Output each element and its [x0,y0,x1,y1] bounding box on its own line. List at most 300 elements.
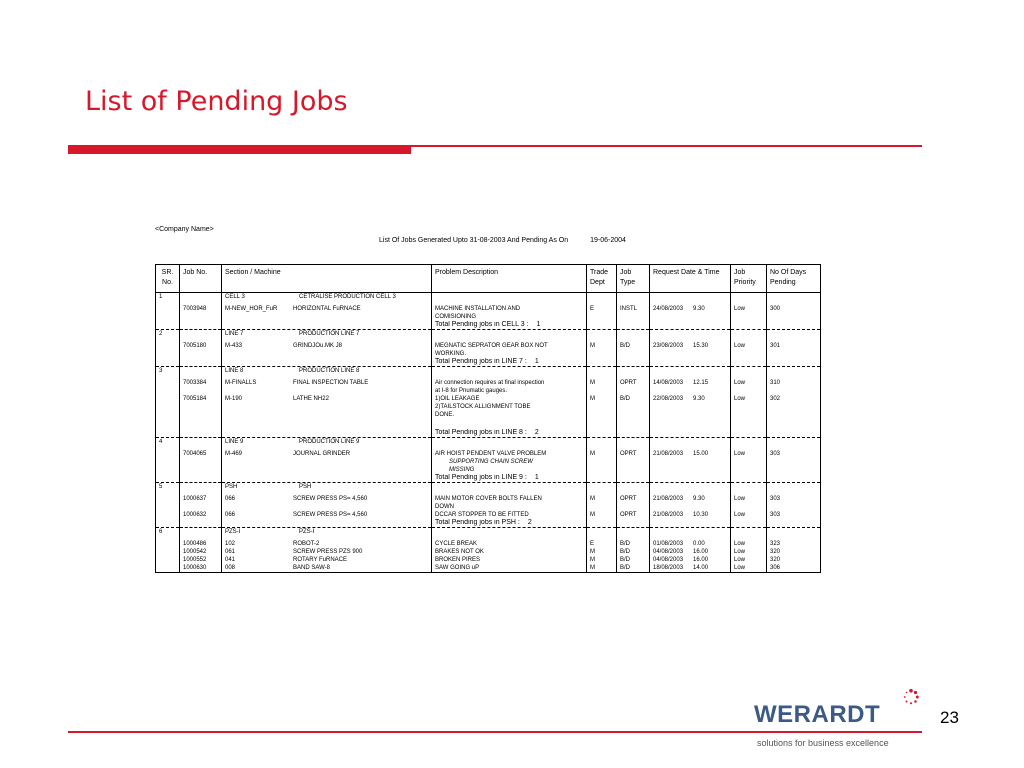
problem-cell [432,556,587,564]
job-priority: Low [731,548,767,556]
section-name: LINE 7 [225,331,244,337]
col-header-priority: Job Priority [731,265,767,293]
empty-cell [731,330,767,343]
job-number: 1000630 [180,564,222,573]
empty-cell [617,528,650,541]
empty-cell [180,330,222,343]
total-label: Total Pending jobs in LINE 7 : [435,358,527,365]
empty-cell [767,321,821,330]
job-number: 1000632 [180,511,222,519]
empty-cell [731,419,767,429]
trade-dept: M [587,556,617,564]
empty-cell [156,321,180,330]
machine-cell [222,379,432,395]
empty-cell [156,564,180,573]
empty-cell [650,419,731,429]
col-header-sr: SR. No. [156,265,180,293]
problem-line: 1)OIL LEAKAGE [435,396,480,402]
empty-cell [767,293,821,306]
empty-cell [731,519,767,528]
section-cell [222,330,432,343]
empty-cell [650,367,731,380]
request-time: 15.30 [693,343,709,349]
group-sr: 3 [156,367,180,380]
empty-cell [617,438,650,451]
job-priority: Low [731,379,767,395]
table-row [156,342,821,358]
machine-description: BAND SAW-8 [293,565,331,571]
section-name: LINE 9 [225,439,244,445]
empty-cell [767,483,821,496]
problem-line: BROKEN PIRES [435,557,481,563]
empty-cell [432,330,587,343]
empty-cell [156,419,180,429]
col-header-problem: Problem Description [432,265,587,293]
section-row [156,528,821,541]
empty-cell [587,293,617,306]
empty-cell [587,330,617,343]
machine-description: SCREW PRESS PZS 900 [293,549,363,555]
request-datetime [650,450,731,474]
job-type: OPRT [617,379,650,395]
trade-dept: M [587,564,617,573]
problem-line: DOWN [435,504,454,510]
request-time: 0.00 [693,541,705,547]
empty-cell [731,293,767,306]
empty-cell [767,474,821,483]
empty-cell [650,293,731,306]
table-row [156,305,821,321]
empty-cell [222,358,432,367]
logo-tagline: solutions for business excellence [757,738,889,748]
section-cell [222,293,432,306]
request-date: 18/08/2003 [653,565,684,571]
machine-code: M-NEW_HOR_FuR [225,306,278,312]
days-pending: 303 [767,511,821,519]
empty-cell [767,519,821,528]
section-row [156,367,821,380]
request-datetime [650,495,731,511]
request-time: 16.00 [693,549,709,555]
trade-dept: M [587,342,617,358]
machine-description: LATHE NH22 [293,396,329,402]
section-cell [222,367,432,380]
total-count: 2 [534,429,539,436]
machine-cell [222,540,432,548]
empty-cell [156,379,180,395]
empty-cell [617,474,650,483]
empty-cell [767,438,821,451]
request-date: 04/08/2003 [653,549,684,555]
days-pending: 302 [767,395,821,419]
report-heading-text: List Of Jobs Generated Upto 31-08-2003 And Pending As On [379,237,569,244]
machine-code: 102 [225,541,236,547]
problem-line: at I-8 for Pnumatic gauges. [435,388,508,394]
request-datetime [650,395,731,419]
machine-code: M-469 [225,451,243,457]
job-number: 7003948 [180,305,222,321]
job-priority: Low [731,342,767,358]
machine-cell [222,556,432,564]
empty-cell [587,438,617,451]
empty-cell [432,419,587,429]
empty-cell [156,548,180,556]
machine-code: 041 [225,557,236,563]
table-row [156,564,821,573]
job-priority: Low [731,305,767,321]
problem-cell [432,540,587,548]
section-cell [222,483,432,496]
request-date: 21/08/2003 [653,496,684,502]
total-label: Total Pending jobs in LINE 9 : [435,474,527,481]
job-type: B/D [617,395,650,419]
job-group [156,367,821,438]
section-name: PSH [225,484,238,490]
empty-cell [650,474,731,483]
empty-cell [180,419,222,429]
section-row [156,330,821,343]
job-type: B/D [617,556,650,564]
problem-line: DONE. [435,412,455,418]
empty-cell [731,367,767,380]
empty-cell [617,293,650,306]
problem-line: MACHINE INSTALLATION AND [435,306,521,312]
empty-cell [432,367,587,380]
empty-cell [731,429,767,438]
request-datetime [650,305,731,321]
table-row [156,450,821,474]
problem-cell [432,342,587,358]
problem-line: MAIN MOTOR COVER BOLTS FALLEN [435,496,542,502]
machine-code: M-FINALLS [225,380,257,386]
footer-divider-line [68,731,922,733]
group-sr: 2 [156,330,180,343]
request-datetime [650,540,731,548]
section-row [156,293,821,306]
days-pending: 320 [767,548,821,556]
title-divider-line [411,145,922,147]
empty-cell [156,540,180,548]
jobs-table [155,264,821,573]
machine-description: JOURNAL GRINDER [293,451,351,457]
job-number: 1000637 [180,495,222,511]
empty-cell [432,528,587,541]
job-number: 1000542 [180,548,222,556]
slide-title: List of Pending Jobs [85,86,348,117]
machine-code: M-190 [225,396,243,402]
empty-cell [650,321,731,330]
request-date: 21/08/2003 [653,512,684,518]
job-priority: Low [731,450,767,474]
total-cell [432,429,587,438]
total-count: 2 [527,519,532,526]
job-number: 7004065 [180,450,222,474]
job-type: B/D [617,342,650,358]
problem-line: SAW GOING uP [435,565,480,571]
trade-dept: E [587,305,617,321]
problem-cell [432,379,587,395]
table-row [156,379,821,395]
empty-cell [587,321,617,330]
empty-cell [156,450,180,474]
empty-cell [180,367,222,380]
section-cell [222,528,432,541]
job-type: B/D [617,548,650,556]
col-header-job-no: Job No. [180,265,222,293]
job-group [156,483,821,528]
empty-cell [731,528,767,541]
request-time: 16.00 [693,557,709,563]
report-heading [379,237,626,244]
problem-cell [432,548,587,556]
empty-cell [617,483,650,496]
section-row [156,438,821,451]
title-accent-bar [68,145,411,154]
empty-cell [650,330,731,343]
empty-cell [222,474,432,483]
spacer-row [156,419,821,429]
werardt-logo [754,688,924,748]
job-priority: Low [731,556,767,564]
trade-dept: M [587,511,617,519]
empty-cell [222,519,432,528]
problem-line: 2)TAILSTOCK ALLIGNMENT TOBE [435,404,531,410]
trade-dept: M [587,450,617,474]
empty-cell [731,321,767,330]
request-datetime [650,548,731,556]
col-header-trade: Trade Dept [587,265,617,293]
empty-cell [587,528,617,541]
days-pending: 306 [767,564,821,573]
group-sr: 1 [156,293,180,306]
request-datetime [650,556,731,564]
empty-cell [767,419,821,429]
job-type: OPRT [617,511,650,519]
problem-line: DCCAR STOPPER TO BE FITTED [435,512,529,518]
company-name: <Company Name> [155,226,214,233]
machine-cell [222,548,432,556]
machine-code: 061 [225,549,236,555]
gear-icon [902,688,920,706]
request-time: 12.15 [693,380,709,386]
empty-cell [432,438,587,451]
col-header-days: No Of Days Pending [767,265,821,293]
request-time: 14.00 [693,565,709,571]
empty-cell [650,429,731,438]
job-group [156,330,821,367]
request-datetime [650,511,731,519]
empty-cell [587,519,617,528]
empty-cell [731,483,767,496]
empty-cell [180,358,222,367]
section-description: PRODUCTION LINE 8 [299,368,360,374]
job-priority: Low [731,395,767,419]
table-row [156,556,821,564]
empty-cell [587,429,617,438]
empty-cell [432,483,587,496]
section-name: CELL 3 [225,294,245,300]
request-date: 21/08/2003 [653,451,684,457]
days-pending: 301 [767,342,821,358]
problem-cell [432,450,587,474]
machine-description: SCREW PRESS PS= 4,560 [293,496,368,502]
total-row [156,429,821,438]
job-priority: Low [731,564,767,573]
empty-cell [180,483,222,496]
empty-cell [222,429,432,438]
empty-cell [156,519,180,528]
request-datetime [650,379,731,395]
empty-cell [731,438,767,451]
problem-line: COMISIONING [435,314,477,320]
job-priority: Low [731,495,767,511]
empty-cell [617,367,650,380]
empty-cell [617,330,650,343]
machine-cell [222,564,432,573]
problem-line: SUPPORTING CHAIN SCREW [449,459,533,465]
total-count: 1 [536,321,541,328]
empty-cell [587,419,617,429]
logo-wordmark: WERARDT [754,701,881,728]
job-group [156,528,821,573]
section-description: PRODUCTION LINE 9 [299,439,360,445]
problem-line: CYCLE BREAK [435,541,478,547]
empty-cell [156,342,180,358]
empty-cell [156,511,180,519]
job-number: 7005184 [180,395,222,419]
group-sr: 5 [156,483,180,496]
days-pending: 303 [767,495,821,511]
days-pending: 323 [767,540,821,548]
job-type: OPRT [617,495,650,511]
problem-cell [432,305,587,321]
total-cell [432,321,587,330]
machine-code: M-433 [225,343,243,349]
request-time: 9.30 [693,306,705,312]
empty-cell [617,419,650,429]
total-row [156,519,821,528]
empty-cell [587,358,617,367]
empty-cell [731,358,767,367]
job-priority: Low [731,511,767,519]
report-date: 19-06-2004 [590,237,626,244]
empty-cell [617,429,650,438]
empty-cell [617,519,650,528]
section-description: PRODUCTION LINE 7 [299,331,360,337]
empty-cell [731,474,767,483]
machine-description: ROBOT-2 [293,541,320,547]
trade-dept: E [587,540,617,548]
empty-cell [587,474,617,483]
total-row [156,321,821,330]
problem-line: MEGNATIC SEPRATOR GEAR BOX NOT [435,343,548,349]
request-time: 9.30 [693,496,705,502]
total-cell [432,519,587,528]
request-date: 14/08/2003 [653,380,684,386]
request-datetime [650,564,731,573]
problem-cell [432,495,587,511]
request-date: 01/08/2003 [653,541,684,547]
total-row [156,474,821,483]
machine-description: ROTARY FuRNACE [293,557,348,563]
empty-cell [222,419,432,429]
job-group [156,293,821,330]
request-date: 23/08/2003 [653,343,684,349]
problem-cell [432,395,587,419]
machine-description: HORIZONTAL FuRNACE [293,306,361,312]
machine-code: 008 [225,565,236,571]
problem-cell [432,564,587,573]
request-date: 04/08/2003 [653,557,684,563]
empty-cell [180,293,222,306]
group-sr: 4 [156,438,180,451]
empty-cell [156,474,180,483]
job-group [156,438,821,483]
empty-cell [650,519,731,528]
empty-cell [180,438,222,451]
machine-cell [222,450,432,474]
machine-cell [222,395,432,419]
table-row [156,511,821,519]
days-pending: 303 [767,450,821,474]
section-name: PZS-I [225,529,241,535]
page-number: 23 [940,708,959,727]
empty-cell [156,495,180,511]
empty-cell [767,330,821,343]
empty-cell [156,556,180,564]
machine-cell [222,342,432,358]
job-number: 1000486 [180,540,222,548]
job-number: 1000552 [180,556,222,564]
empty-cell [156,429,180,438]
problem-line: MISSING [449,467,475,473]
machine-code: 066 [225,496,236,502]
machine-code: 066 [225,512,236,518]
table-header-row [156,265,821,293]
empty-cell [156,305,180,321]
empty-cell [180,429,222,438]
total-cell [432,358,587,367]
empty-cell [156,395,180,419]
table-row [156,395,821,419]
table-row [156,548,821,556]
request-time: 9.30 [693,396,705,402]
section-row [156,483,821,496]
section-description: CETRALISE PRODUCTION CELL 3 [299,294,396,300]
empty-cell [222,321,432,330]
total-cell [432,474,587,483]
empty-cell [587,367,617,380]
col-header-request: Request Date & Time [650,265,731,293]
section-description: PZS-I [299,529,315,535]
total-row [156,358,821,367]
section-description: PSH [299,484,312,490]
total-count: 1 [534,474,539,481]
job-type: OPRT [617,450,650,474]
group-sr: 6 [156,528,180,541]
empty-cell [587,483,617,496]
problem-cell [432,511,587,519]
job-type: INSTL [617,305,650,321]
problem-line: Air connection requires at final inspection [435,380,545,386]
problem-line: BRAKES NOT OK [435,549,484,555]
job-priority: Low [731,540,767,548]
trade-dept: M [587,379,617,395]
machine-description: SCREW PRESS PS= 4,560 [293,512,368,518]
empty-cell [180,528,222,541]
trade-dept: M [587,548,617,556]
table-row [156,495,821,511]
